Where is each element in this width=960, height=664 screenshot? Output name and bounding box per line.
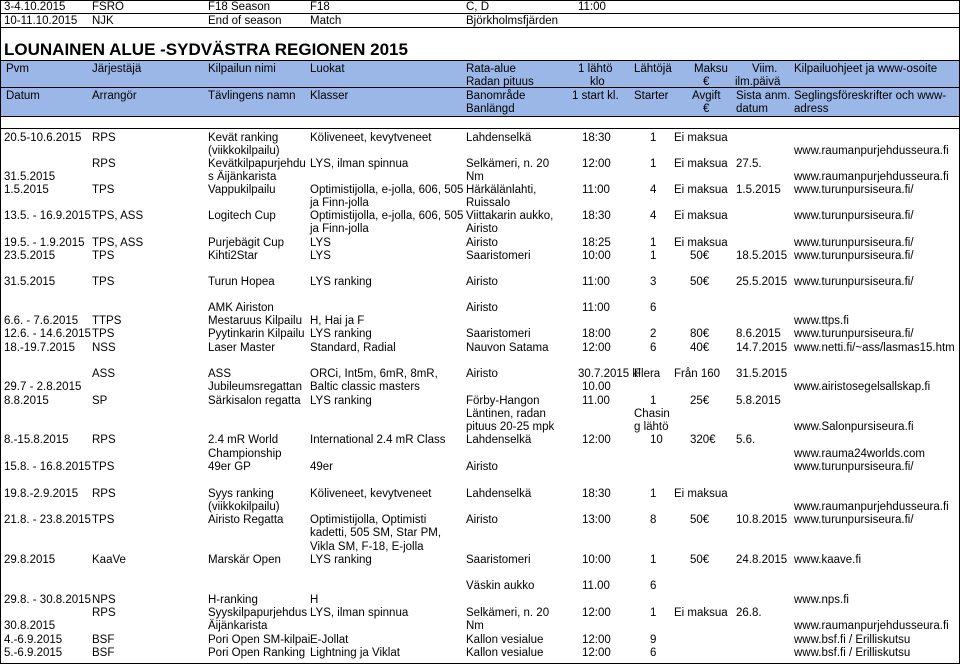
table-cell: 1.5.2015: [736, 184, 781, 196]
header-avgift: Avgift: [692, 90, 721, 102]
table-cell: 6: [650, 647, 657, 659]
table-cell: Championship: [208, 448, 282, 460]
table-cell: Selkämeri, n. 20: [466, 158, 550, 170]
table-cell[interactable]: www.turunpursiseura.fi/: [794, 210, 914, 222]
table-cell: 11:00: [582, 184, 610, 196]
grid-line: [0, 116, 960, 117]
table-cell: 10:00: [582, 250, 611, 262]
table-cell: 10.8.2015: [736, 514, 788, 526]
header-maksu: Maksu: [694, 63, 728, 75]
table-cell: 49er GP: [208, 461, 251, 473]
table-cell: 8: [650, 514, 657, 526]
table-cell: H, Hai ja F: [310, 315, 365, 327]
header-banomrade: Banområde: [466, 90, 526, 102]
table-cell: International 2.4 mR Class: [310, 434, 446, 446]
table-cell: 6: [650, 580, 657, 592]
table-cell: 31.5.2015: [4, 171, 56, 183]
table-cell[interactable]: www.turunpursiseura.fi/: [794, 328, 914, 340]
table-cell: Nauvon Satama: [466, 342, 549, 354]
table-cell: BSF: [92, 634, 115, 646]
header-luokat: Luokat: [310, 63, 345, 75]
table-cell: 15.8. - 16.8.2015: [4, 461, 91, 473]
table-cell: Airisto: [466, 461, 498, 473]
table-cell: 3: [650, 276, 657, 288]
table-cell: SP: [92, 395, 108, 407]
top-row-cell: FSRO: [92, 1, 124, 13]
table-cell: Vikla SM, F-18, E-jolla: [310, 541, 424, 553]
table-cell[interactable]: www.Salonpursiseura.fi: [794, 421, 914, 433]
table-cell[interactable]: www.kaave.fi: [794, 554, 862, 566]
table-cell: H: [310, 594, 319, 606]
table-cell: Viittakarin aukko,: [466, 210, 554, 222]
header-sista-datum: datum: [736, 103, 768, 115]
table-cell[interactable]: www.netti.fi/~ass/lasmas15.htm: [794, 342, 955, 354]
table-cell: 1.5.2015: [4, 184, 49, 196]
header-jarjestaja: Järjestäjä: [92, 63, 142, 75]
table-cell: 13.5. - 16.9.2015: [4, 210, 91, 222]
table-cell[interactable]: www.turunpursiseura.fi/: [794, 461, 914, 473]
table-cell[interactable]: www.bsf.fi / Erilliskutsu: [794, 634, 911, 646]
table-cell: Köliveneet, kevytveneet: [310, 488, 432, 500]
header-klo: klo: [590, 76, 605, 88]
table-cell: Saaristomeri: [466, 250, 531, 262]
table-cell: Airisto Regatta: [208, 514, 284, 526]
table-cell: Jubileumsregattan: [208, 381, 302, 393]
table-cell: Nm: [466, 171, 484, 183]
table-cell: Saaristomeri: [466, 554, 531, 566]
table-cell: ORCi, Int5m, 6mR, 8mR,: [310, 368, 438, 380]
header-viim: Viim.: [752, 63, 778, 75]
table-cell[interactable]: www.ttps.fi: [794, 315, 849, 327]
table-cell: 18:00: [582, 328, 611, 340]
table-cell: Standard, Radial: [310, 342, 396, 354]
table-cell: BSF: [92, 647, 115, 659]
table-cell: Lahdenselkä: [466, 434, 532, 446]
table-cell: (viikkokilpailu): [208, 501, 280, 513]
header-rata-alue: Rata-alue: [466, 63, 516, 75]
table-cell[interactable]: www.turunpursiseura.fi/: [794, 237, 914, 249]
table-cell[interactable]: www.turunpursiseura.fi/: [794, 184, 914, 196]
grid-line: [0, 87, 960, 88]
table-cell: E-Jollat: [310, 634, 349, 646]
header-lahto: 1 lähtö: [578, 63, 613, 75]
table-cell: TPS: [92, 461, 115, 473]
header-adress: adress: [794, 103, 829, 115]
table-cell[interactable]: www.raumanpurjehdusseura.fi: [794, 145, 949, 157]
grid-line: [0, 27, 960, 28]
header-lahtoja: Lähtöjä: [634, 63, 672, 75]
table-cell: Airisto: [466, 514, 498, 526]
table-cell: Ei maksua: [674, 237, 728, 249]
table-cell: Ei maksua: [674, 607, 728, 619]
table-cell: Logitech Cup: [208, 210, 276, 222]
table-cell: TPS: [92, 250, 115, 262]
table-cell: 29.7 - 2.8.2015: [4, 381, 82, 393]
table-cell: 12:00: [582, 607, 611, 619]
table-cell: 11:00: [582, 276, 610, 288]
top-row-cell: Björkholmsfjärden: [466, 15, 559, 27]
table-cell: 4: [650, 184, 657, 196]
table-cell[interactable]: www.nps.fi: [794, 594, 849, 606]
table-cell: 1: [650, 237, 657, 249]
table-cell: 1: [650, 607, 657, 619]
table-cell: 4.-6.9.2015: [4, 634, 63, 646]
table-cell: Lahdenselkä: [466, 488, 532, 500]
table-cell: Purjebägit Cup: [208, 237, 285, 249]
header-maksu-symbol: €: [703, 76, 710, 88]
table-cell: 25.5.2015: [736, 276, 788, 288]
table-cell: 11.00: [582, 395, 610, 407]
table-cell: Turun Hopea: [208, 276, 275, 288]
table-cell: 11:00: [582, 302, 610, 314]
grid-line: [0, 0, 960, 1]
header-ohjeet: Kilpailuohjeet ja www-osoite: [794, 63, 938, 75]
header-ilm: ilm.päivä: [735, 76, 781, 88]
header-arrangor: Arrangör: [92, 90, 137, 102]
table-cell: 9: [650, 634, 657, 646]
table-cell: Baltic classic masters: [310, 381, 420, 393]
table-cell: Köliveneet, kevytveneet: [310, 132, 432, 144]
table-cell: Airisto: [466, 302, 498, 314]
top-row-cell: C, D: [466, 1, 489, 13]
header-pvm: Pvm: [6, 63, 29, 75]
table-cell: 8.-15.8.2015: [4, 434, 69, 446]
table-cell: 12:00: [582, 647, 611, 659]
table-cell: LYS, ilman spinnua: [310, 158, 409, 170]
table-cell: pituus 20-25 mpk: [466, 421, 555, 433]
table-cell: RPS: [92, 434, 116, 446]
table-cell: 5.8.2015: [736, 395, 781, 407]
table-cell: 19.8.-2.9.2015: [4, 488, 79, 500]
table-cell: 12:00: [582, 158, 611, 170]
table-cell: 4: [650, 210, 657, 222]
table-cell: 23.5.2015: [4, 250, 56, 262]
top-row-cell: F18: [310, 1, 330, 13]
table-cell[interactable]: www.raumanpurjehdusseura.fi: [794, 501, 949, 513]
header-start: 1 start kl.: [572, 90, 619, 102]
table-cell: Äijänkarista: [208, 620, 268, 632]
table-cell: 5.-6.9.2015: [4, 647, 63, 659]
table-cell: 50€: [690, 554, 710, 566]
table-cell: Väskin aukko: [466, 580, 535, 592]
table-cell: 27.5.: [736, 158, 762, 170]
table-cell: 30.8.2015: [4, 620, 56, 632]
table-cell: 18:30: [582, 132, 611, 144]
table-cell: (viikkokilpailu): [208, 145, 280, 157]
table-cell: TPS, ASS: [92, 210, 144, 222]
table-cell: 1: [650, 132, 657, 144]
table-cell: Laser Master: [208, 342, 276, 354]
table-cell: Kevät ranking: [208, 132, 279, 144]
table-cell: Ei maksua: [674, 184, 728, 196]
table-cell: TPS: [92, 184, 115, 196]
table-cell: Syyskilpapurjehdus: [208, 607, 308, 619]
table-cell: Ei maksua: [674, 132, 728, 144]
top-row-cell: End of season: [208, 15, 282, 27]
table-cell: 31.5.2015: [736, 368, 788, 380]
table-cell: s Äijänkarista: [208, 171, 277, 183]
table-cell: RPS: [92, 488, 116, 500]
table-cell: KaaVe: [92, 554, 126, 566]
page-title: LOUNAINEN ALUE -SYDVÄSTRA REGIONEN 2015: [4, 40, 408, 59]
table-cell: LYS: [310, 250, 331, 262]
table-cell: Lightning ja Viklat: [310, 647, 400, 659]
table-cell: NSS: [92, 342, 116, 354]
table-cell: 320€: [690, 434, 716, 446]
table-cell: 14.7.2015: [736, 342, 788, 354]
header-sista-anm: Sista anm.: [736, 90, 791, 102]
table-cell: 50€: [690, 276, 710, 288]
table-cell: 12:00: [582, 342, 611, 354]
table-cell: Airisto: [466, 276, 498, 288]
table-cell[interactable]: www.turunpursiseura.fi/: [794, 250, 914, 262]
table-cell: 40€: [690, 342, 710, 354]
table-cell: Airisto: [466, 223, 498, 235]
table-cell: 10.00: [582, 381, 611, 393]
grid-line: [0, 128, 960, 129]
table-cell: Marskär Open: [208, 554, 281, 566]
table-cell: 10:00: [582, 554, 611, 566]
table-cell: TTPS: [92, 315, 122, 327]
table-cell: 1: [650, 554, 657, 566]
table-cell: 6.6. - 7.6.2015: [4, 315, 79, 327]
table-cell: 6: [650, 342, 657, 354]
top-row-cell: NJK: [92, 15, 114, 27]
table-cell: Förby-Hangon: [466, 395, 540, 407]
table-cell: 12.6. - 14.6.2015: [4, 328, 91, 340]
table-cell: Från 160: [674, 368, 721, 380]
header-kilpailun-nimi: Kilpailun nimi: [208, 63, 276, 75]
header-klasser: Klasser: [310, 90, 349, 102]
table-cell: Flera: [634, 368, 661, 380]
table-cell: 1: [650, 250, 657, 262]
table-cell: LYS, ilman spinnua: [310, 607, 409, 619]
top-row-cell: 10-11.10.2015: [4, 15, 78, 27]
table-cell: TPS, ASS: [92, 237, 144, 249]
grid-line: [0, 13, 960, 14]
table-cell: Vappukilpailu: [208, 184, 276, 196]
table-cell[interactable]: www.bsf.fi / Erilliskutsu: [794, 647, 911, 659]
table-cell: TPS: [92, 328, 115, 340]
table-cell: 2.4 mR World: [208, 434, 279, 446]
table-cell: Särkisalon regatta: [208, 395, 301, 407]
table-cell: ja Finn-jolla: [310, 197, 369, 209]
table-cell: Härkälänlahti,: [466, 184, 537, 196]
table-cell[interactable]: www.raumanpurjehdusseura.fi: [794, 171, 949, 183]
header-seglingsforeskrifter: Seglingsföreskrifter och www-: [794, 90, 947, 102]
table-cell: LYS: [310, 237, 331, 249]
top-row-cell: 11:00: [578, 1, 606, 13]
table-cell: ASS: [208, 368, 232, 380]
table-cell: 11.00: [582, 580, 610, 592]
header-datum: Datum: [6, 90, 40, 102]
table-cell: Pori Open Ranking: [208, 647, 306, 659]
table-cell: Saaristomeri: [466, 328, 531, 340]
table-cell: 80€: [690, 328, 710, 340]
header-banlangd: Banlängd: [466, 103, 515, 115]
table-cell: Airisto: [466, 368, 498, 380]
table-cell: Ei maksua: [674, 158, 728, 170]
table-cell: 1: [650, 395, 657, 407]
table-cell: Kevätkilpapurjehdu: [208, 158, 306, 170]
table-cell: RPS: [92, 607, 116, 619]
table-cell: NPS: [92, 594, 116, 606]
table-cell: Nm: [466, 620, 484, 632]
table-cell: 1: [650, 488, 657, 500]
table-cell: 31.5.2015: [4, 276, 56, 288]
table-cell: Optimistijolla, e-jolla, 606, 505: [310, 184, 464, 196]
table-cell: RPS: [92, 158, 116, 170]
table-cell: 10: [650, 434, 663, 446]
table-cell: AMK Airiston: [208, 302, 274, 314]
table-cell: 8.8.2015: [4, 395, 49, 407]
table-cell: 18:30: [582, 210, 611, 222]
table-cell: TPS: [92, 514, 115, 526]
table-cell: 12:00: [582, 634, 611, 646]
table-cell: ASS: [92, 368, 116, 380]
table-cell[interactable]: www.raumanpurjehdusseura.fi: [794, 620, 949, 632]
table-cell: Ei maksua: [674, 210, 728, 222]
table-cell: 12:00: [582, 434, 611, 446]
table-cell: 8.6.2015: [736, 328, 781, 340]
top-row-cell: F18 Season: [208, 1, 271, 13]
table-cell: 6: [650, 302, 657, 314]
table-cell[interactable]: www.turunpursiseura.fi/: [794, 514, 914, 526]
table-cell: Airisto: [466, 237, 498, 249]
table-cell: RPS: [92, 132, 116, 144]
table-cell: Ei maksua: [674, 488, 728, 500]
table-cell: 30.7.2015 kl: [578, 368, 641, 380]
table-cell: LYS ranking: [310, 276, 372, 288]
table-cell: 49er: [310, 461, 334, 473]
table-cell: Ruissalo: [466, 197, 511, 209]
table-cell: 18:30: [582, 488, 611, 500]
table-cell: 5.6.: [736, 434, 756, 446]
table-cell: 2: [650, 328, 657, 340]
table-cell: 18.-19.7.2015: [4, 342, 75, 354]
table-cell: 29.8.2015: [4, 554, 56, 566]
grid-line: [0, 60, 960, 61]
table-cell: LYS ranking: [310, 395, 372, 407]
table-cell: Selkämeri, n. 20: [466, 607, 550, 619]
table-cell: Kihti2Star: [208, 250, 258, 262]
table-cell: 50€: [690, 250, 710, 262]
table-cell: Kallon vesialue: [466, 634, 544, 646]
grid-line: [0, 0, 1, 664]
table-cell: g lähtö: [634, 421, 669, 433]
header-radan-pituus: Radan pituus: [466, 76, 534, 88]
top-row-cell: 3-4.10.2015: [4, 1, 66, 13]
table-cell: 29.8. - 30.8.2015: [4, 594, 91, 606]
table-cell: Chasin: [634, 408, 670, 420]
table-cell: 24.8.2015: [736, 554, 788, 566]
table-cell: 18.5.2015: [736, 250, 788, 262]
table-cell: H-ranking: [208, 594, 258, 606]
table-cell: 13:00: [582, 514, 611, 526]
table-cell: LYS ranking: [310, 328, 372, 340]
top-row-cell: Match: [310, 15, 342, 27]
table-cell: 1: [650, 158, 657, 170]
table-cell: LYS ranking: [310, 554, 372, 566]
header-starter: Starter: [634, 90, 669, 102]
table-cell: Syys ranking: [208, 488, 274, 500]
table-cell: Mestaruus Kilpailu: [208, 315, 302, 327]
table-cell: Lahdenselkä: [466, 132, 532, 144]
table-cell: Optimistijolla, e-jolla, 606, 505: [310, 210, 464, 222]
table-cell: Pori Open SM-kilpai: [208, 634, 311, 646]
table-cell: Pyytinkarin Kilpailu: [208, 328, 305, 340]
table-cell: kadetti, 505 SM, Star PM,: [310, 527, 442, 539]
table-cell: Kallon vesialue: [466, 647, 544, 659]
table-cell: 20.5-10.6.2015: [4, 132, 82, 144]
header-tavlingens-namn: Tävlingens namn: [208, 90, 296, 102]
table-cell: 26.8.: [736, 607, 762, 619]
table-cell: 19.5. - 1.9.2015: [4, 237, 85, 249]
table-cell: 18:25: [582, 237, 611, 249]
table-cell: ja Finn-jolla: [310, 223, 369, 235]
table-cell[interactable]: www.airistosegelsallskap.fi: [794, 381, 931, 393]
table-cell: Läntinen, radan: [466, 408, 546, 420]
table-cell: TPS: [92, 276, 115, 288]
table-cell: 50€: [690, 514, 710, 526]
header-avgift-symbol: €: [703, 103, 710, 115]
table-cell[interactable]: www.turunpursiseura.fi/: [794, 276, 914, 288]
table-cell[interactable]: www.rauma24worlds.com: [794, 448, 926, 460]
table-cell: Optimistijolla, Optimisti: [310, 514, 427, 526]
table-cell: 21.8. - 23.8.2015: [4, 514, 91, 526]
table-cell: 25€: [690, 395, 710, 407]
